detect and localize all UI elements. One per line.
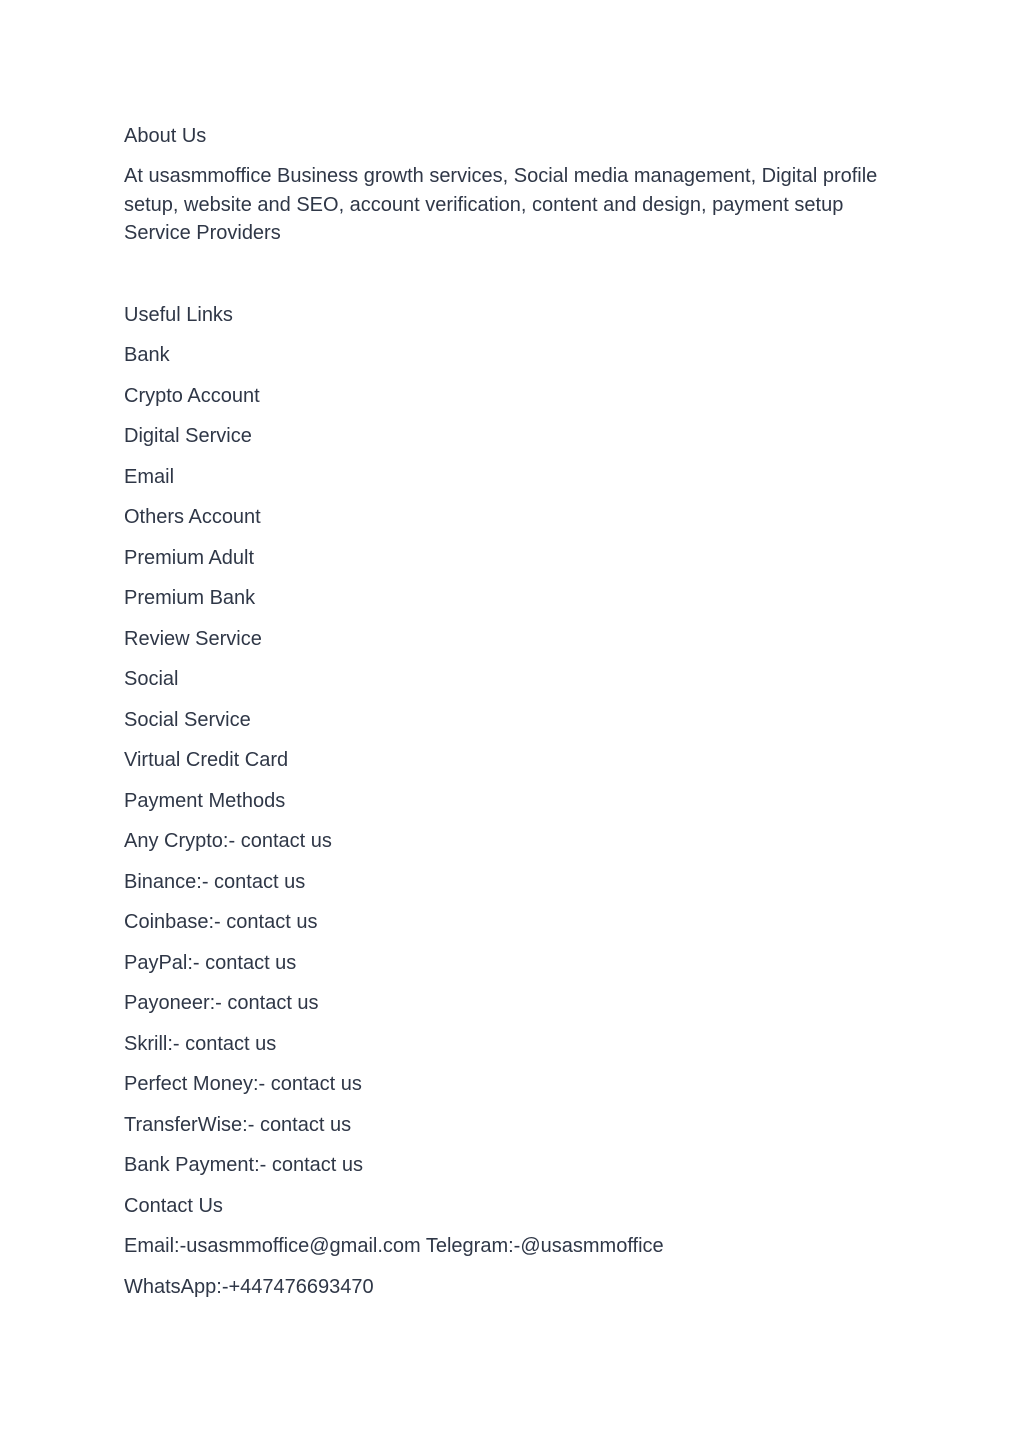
link-premium-adult[interactable]: Premium Adult [124,546,255,569]
link-crypto-account[interactable]: Crypto Account [124,384,260,407]
payment-bank-payment: Bank Payment:- contact us [124,1154,364,1176]
payment-coinbase: Coinbase:- contact us [124,911,318,933]
payment-any-crypto: Any Crypto:- contact us [124,830,332,852]
link-digital-service[interactable]: Digital Service [124,425,252,447]
useful-links-heading: Useful Links [124,303,233,326]
link-social-service[interactable]: Social Service [124,708,251,731]
payment-binance: Binance:- contact us [124,870,306,893]
about-heading: About Us [124,125,207,147]
link-premium-bank[interactable]: Premium Bank [124,587,256,609]
payment-paypal: PayPal:- contact us [124,951,297,974]
link-email[interactable]: Email [124,465,175,488]
payment-skrill: Skrill:- contact us [124,1032,277,1055]
payment-methods-heading: Payment Methods [124,789,286,812]
contact-heading: Contact Us [124,1194,223,1217]
contact-whatsapp: WhatsApp:-+447476693470 [124,1275,374,1298]
payment-transferwise: TransferWise:- contact us [124,1113,352,1136]
about-text: At usasmmoffice Business growth services, Social media management, Digital profile setup, website and SEO, account verification, content and design, payment setup Service Providers [124,165,878,244]
link-social[interactable]: Social [124,668,179,690]
content-list [124,301,884,1301]
payment-perfect-money: Perfect Money:- contact us [124,1073,362,1095]
document-page [124,122,884,1313]
contact-email-telegram: Email:-usasmmoffice@gmail.com Telegram:-@usasmmoffice [124,1235,664,1257]
payment-payoneer: Payoneer:- contact us [124,992,319,1014]
link-others-account[interactable]: Others Account [124,506,261,528]
link-bank[interactable]: Bank [124,344,170,366]
link-review-service[interactable]: Review Service [124,627,262,650]
link-virtual-credit-card[interactable]: Virtual Credit Card [124,749,289,771]
